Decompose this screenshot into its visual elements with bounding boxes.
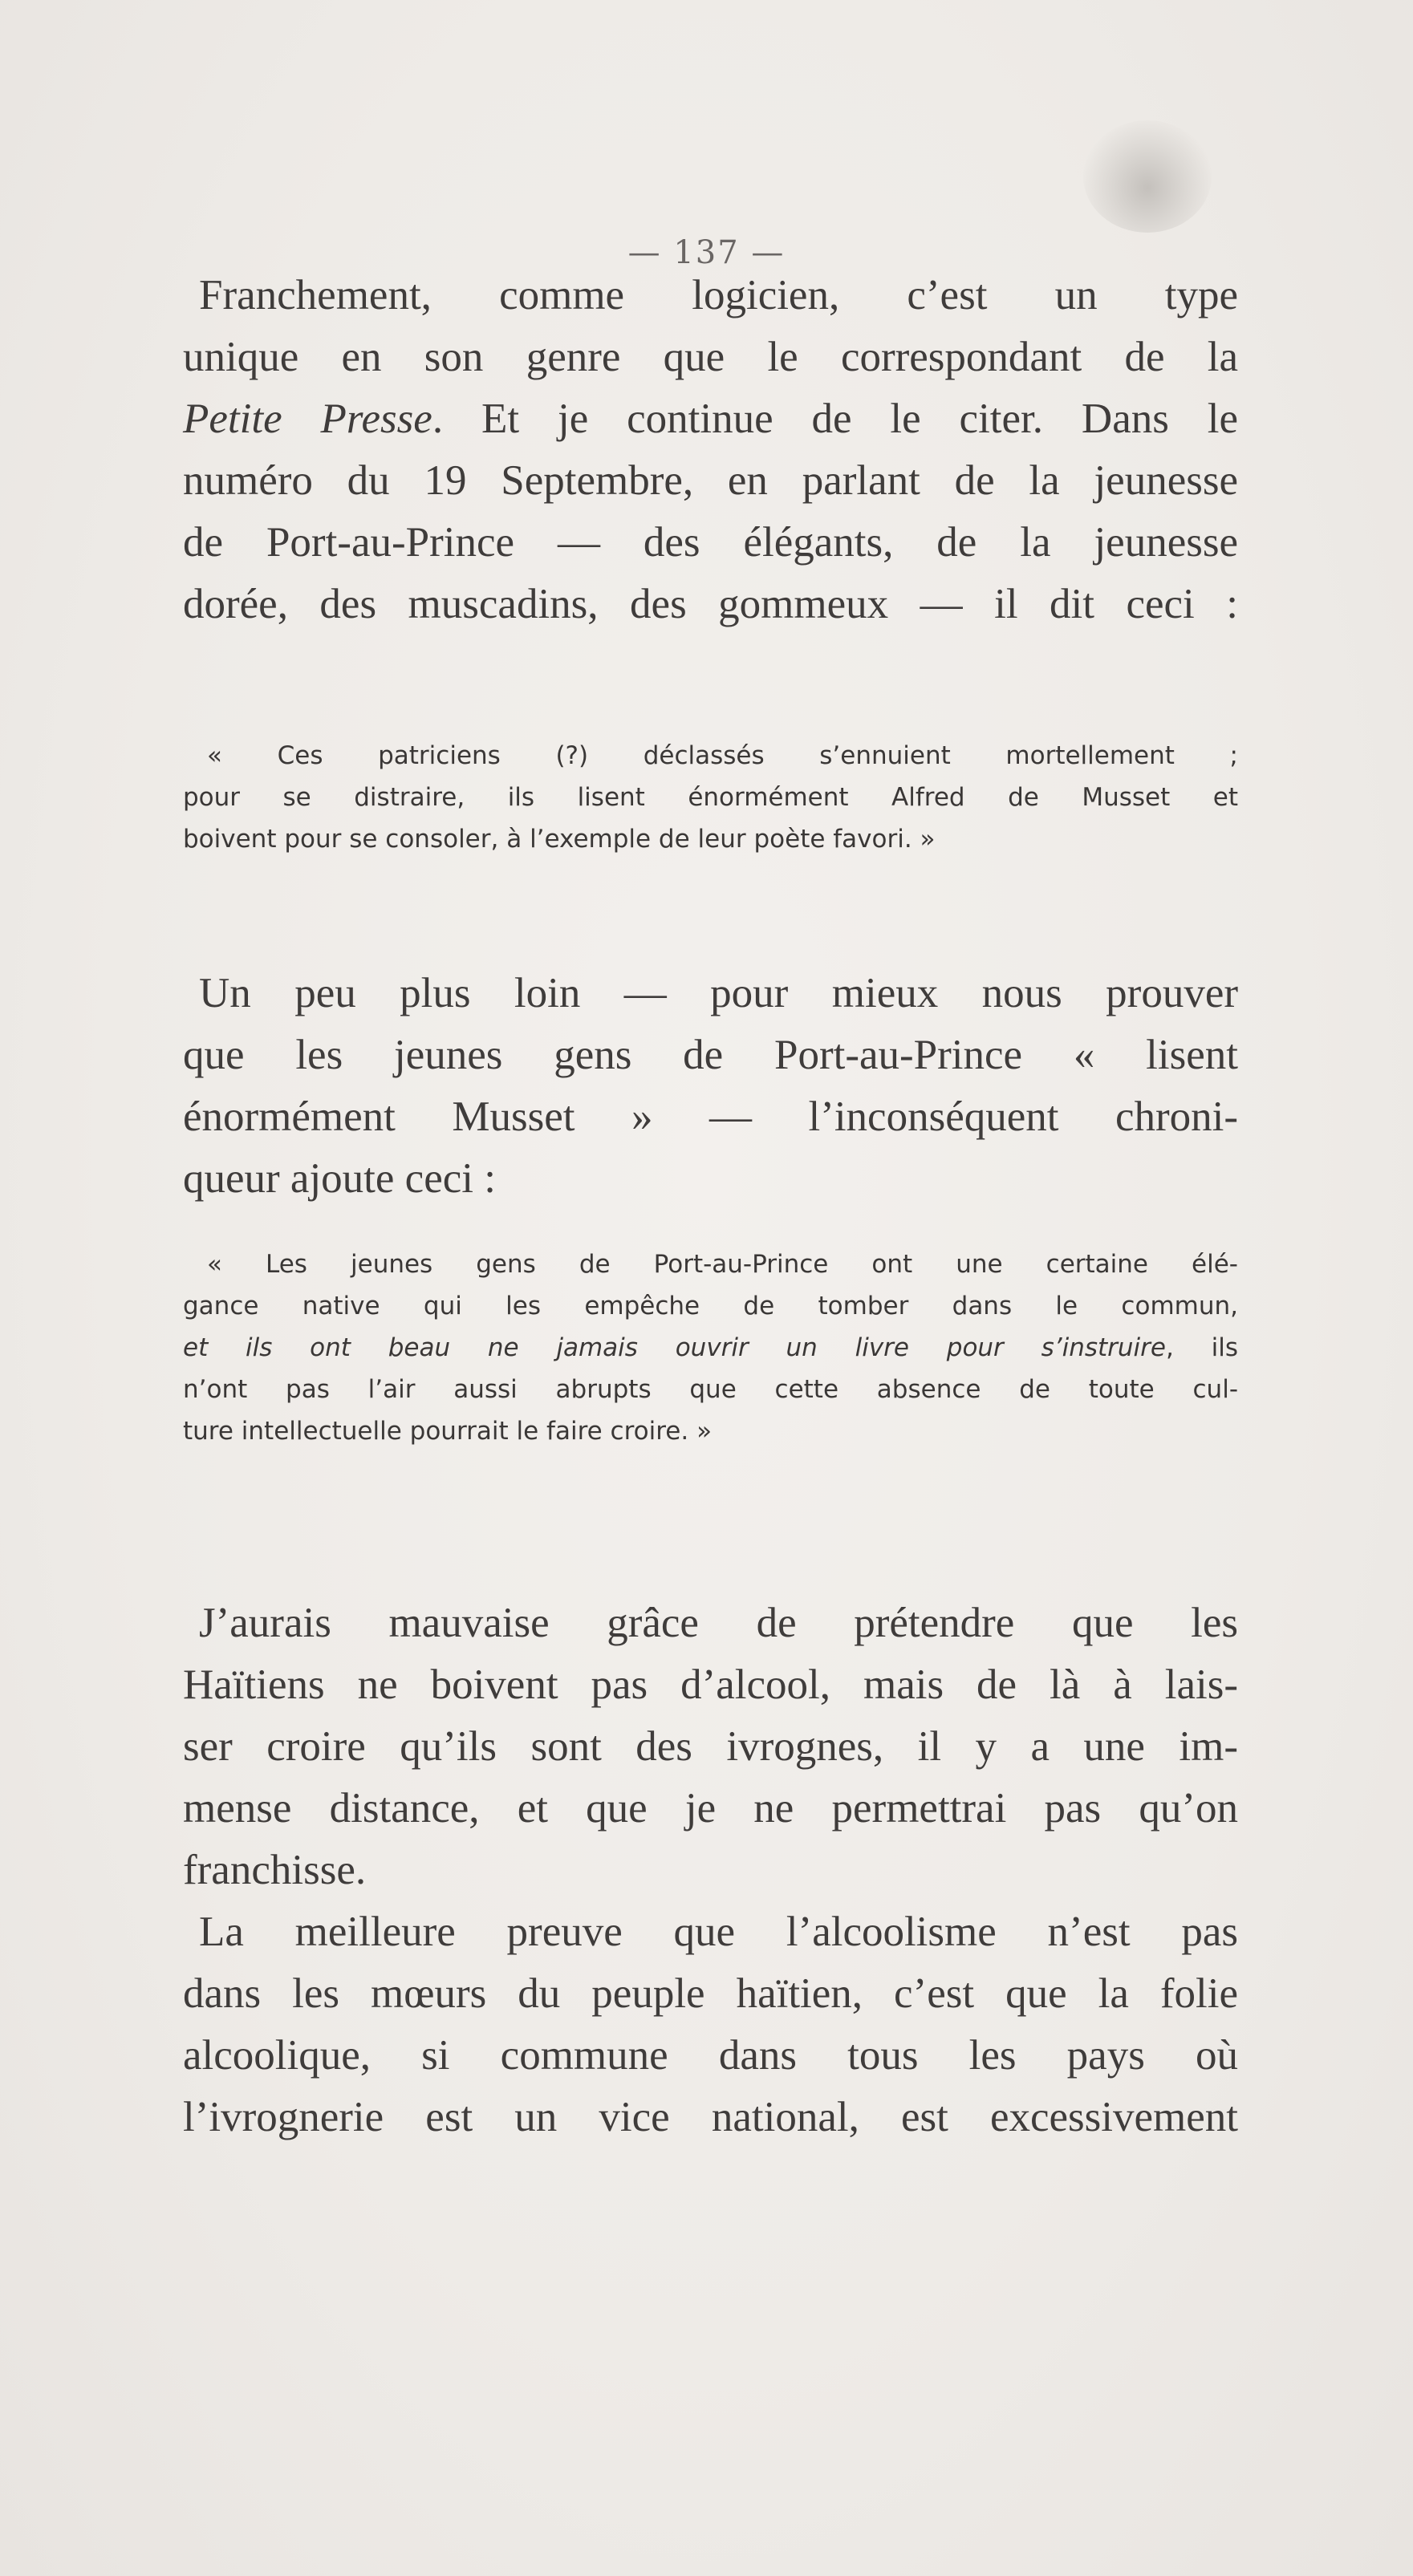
paragraph-line: franchisse. <box>183 1847 367 1893</box>
quote-line: n’ont pas l’air aussi abrupts que cette absence de toute cul- <box>183 1375 1238 1404</box>
paragraph-line: queur ajoute ceci : <box>183 1155 496 1202</box>
paragraph-line: Franchement, comme logicien, c’est un type <box>199 272 1238 318</box>
quote-line: « Les jeunes gens de Port-au-Prince ont une certaine élé- <box>207 1250 1238 1279</box>
quote-line-rest: , ils <box>1165 1333 1238 1362</box>
paragraph-line: alcoolique, si commune dans tous les pays où <box>183 2032 1238 2079</box>
quote-line: « Ces patriciens (?) déclassés s’ennuient mortellement ; <box>207 741 1238 770</box>
paragraph-line: énormément Musset » — l’inconséquent chroni- <box>183 1093 1238 1140</box>
paper-stain <box>1083 120 1212 233</box>
paragraph-line: J’aurais mauvaise grâce de prétendre que les <box>199 1600 1238 1646</box>
quote-line: pour se distraire, ils lisent énormément Alfred de Musset et <box>183 783 1238 812</box>
quote-1 <box>183 735 1238 860</box>
paragraph-line: mense distance, et que je ne permettrai pas qu’on <box>183 1785 1238 1832</box>
paragraph-line: dorée, des muscadins, des gommeux — il dit ceci : <box>183 581 1238 627</box>
quote-line: gance native qui les empêche de tomber dans le commun, <box>183 1292 1238 1320</box>
paragraph-line: Un peu plus loin — pour mieux nous prouver <box>199 970 1238 1016</box>
quote-line: boivent pour se consoler, à l’exemple de leur poète favori. » <box>183 825 936 854</box>
paragraph-line: Haïtiens ne boivent pas d’alcool, mais de là à lais- <box>183 1661 1238 1708</box>
quote-line: ture intellectuelle pourrait le faire croire. » <box>183 1417 713 1446</box>
paragraph-line: de Port-au-Prince — des élégants, de la jeunesse <box>183 519 1238 566</box>
paragraph-line <box>183 388 1238 450</box>
paragraph-line: numéro du 19 Septembre, en parlant de la jeunesse <box>183 457 1238 504</box>
paragraph-line: que les jeunes gens de Port-au-Prince « lisent <box>183 1032 1238 1078</box>
paragraph-line-rest: . Et je continue de le citer. Dans le <box>432 396 1238 442</box>
paragraph-line: l’ivrognerie est un vice national, est excessivement <box>183 2094 1238 2140</box>
quote-line <box>183 1327 1238 1369</box>
paragraph-line: La meilleure preuve que l’alcoolisme n’est pas <box>199 1909 1238 1955</box>
paragraph-line: dans les mœurs du peuple haïtien, c’est que la folie <box>183 1970 1238 2017</box>
paragraph-4 <box>183 1901 1238 2148</box>
paragraph-3 <box>183 1592 1238 1901</box>
quote-italic: et ils ont beau ne jamais ouvrir un livre pour s’instruire <box>183 1333 1166 1362</box>
page-number: — 137 — <box>627 234 786 271</box>
paragraph-line: ser croire qu’ils sont des ivrognes, il y a une im- <box>183 1723 1238 1770</box>
paragraph-1 <box>183 265 1238 635</box>
italic-title: Petite Presse <box>183 396 432 442</box>
paragraph-line: unique en son genre que le correspondant de la <box>183 334 1238 380</box>
quote-2 <box>183 1243 1238 1452</box>
paragraph-2 <box>183 963 1238 1210</box>
